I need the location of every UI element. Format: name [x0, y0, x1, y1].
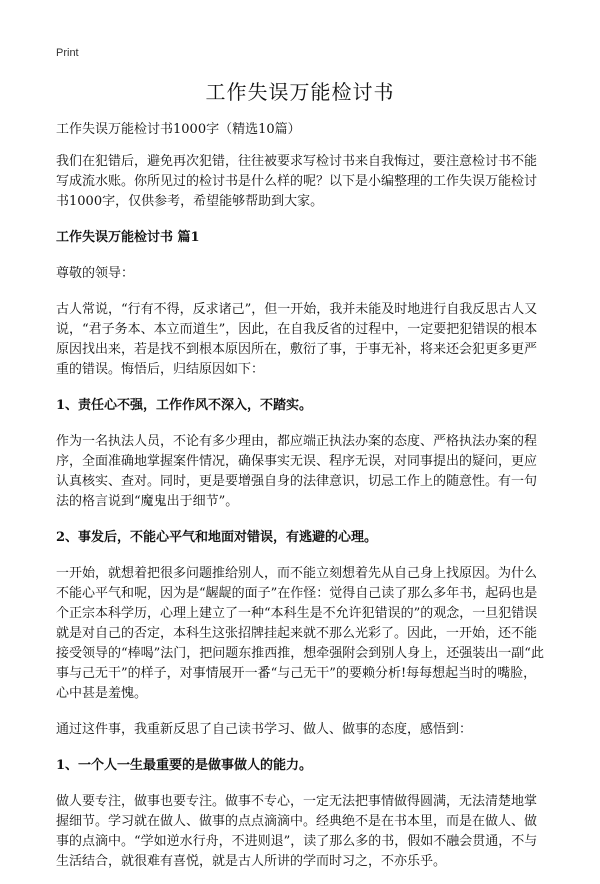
section-heading-2: 2、事发后，不能心平气和地面对错误，有逃避的心理。 [56, 530, 378, 545]
section-body-2: 一开始，就想着把很多问题推给别人，而不能立刻想着先从自己身上找原因。为什么不能心平气和呢，因为是“龌龊的面子”在作怪：觉得自己读了那么多年书，起码也是个正宗本科学历，心理上建立了一种“本科生是不允许犯错误的”的观念，一旦犯错误就是对自己的否定，本科生这张招牌挂起来就不那么光彩了。因此，一开始，还不能接受领导的“棒喝”法门，把问题东推西推，想牵强附会到别人身上，还强装出一副“此事与己无干”的样子，对事情展开一番“与己无干”的要赖分析!每每想起当时的嘴脸，心中甚是羞愧。 [56, 566, 544, 701]
section-body-1: 作为一名执法人员，不论有多少理由，都应端正执法办案的态度、严格执法办案的程序，全面准确地掌握案件情况，确保事实无误、程序无误，对同事提出的疑问，更应认真核实、查对。同时，更是要增强自身的法律意识，切忌工作上的随意性。有一句法的格言说到“魔鬼出于细节”。 [56, 434, 538, 509]
article-heading: 工作失误万能检讨书 篇1 [56, 230, 200, 245]
reflection-paragraph: 通过这件事，我重新反思了自己读书学习、做人、做事的态度，感悟到： [56, 722, 473, 737]
document-body [56, 120, 546, 884]
section-body-3: 做人要专注，做事也要专注。做事不专心，一定无法把事情做得圆满，无法清楚地掌握细节。学习就在做人、做事的点点滴滴中。经典绝不是在书本里，而是在做人、做事的点滴中。“学如逆水行舟，不进则退”，读了那么多的书，假如不融会贯通，不与生活结合，就很难有喜悦，就是古人所讲的学而时习之，不亦乐乎。 [56, 794, 538, 869]
document-title: 工作失误万能检讨书 [205, 80, 395, 104]
section-heading-3: 1、一个人一生最重要的是做事做人的能力。 [56, 758, 313, 773]
paragraph-1: 古人常说，“行有不得，反求诸己”，但一开始，我并未能及时地进行自我反思古人又说，“君子务本、本立而道生”，因此，在自我反省的过程中，一定要把犯错误的根本原因找出来，若是找不到根本原因所在，敷衍了事，于事无补，将来还会犯更多更严重的错误。悔悟后，归结原因如下： [56, 302, 538, 377]
section-heading-1: 1、责任心不强，工作作风不深入，不踏实。 [56, 398, 313, 413]
greeting: 尊敬的领导： [56, 266, 135, 281]
print-link[interactable]: Print [56, 47, 79, 59]
intro-paragraph: 我们在犯错后，避免再次犯错，往往被要求写检讨书来自我悔过，要注意检讨书不能写成流水账。你所见过的检讨书是什么样的呢？以下是小编整理的工作失误万能检讨书1000字，仅供参考，希望能够帮助到大家。 [56, 154, 538, 209]
document-subtitle: 工作失误万能检讨书1000字（精选10篇） [56, 122, 301, 137]
